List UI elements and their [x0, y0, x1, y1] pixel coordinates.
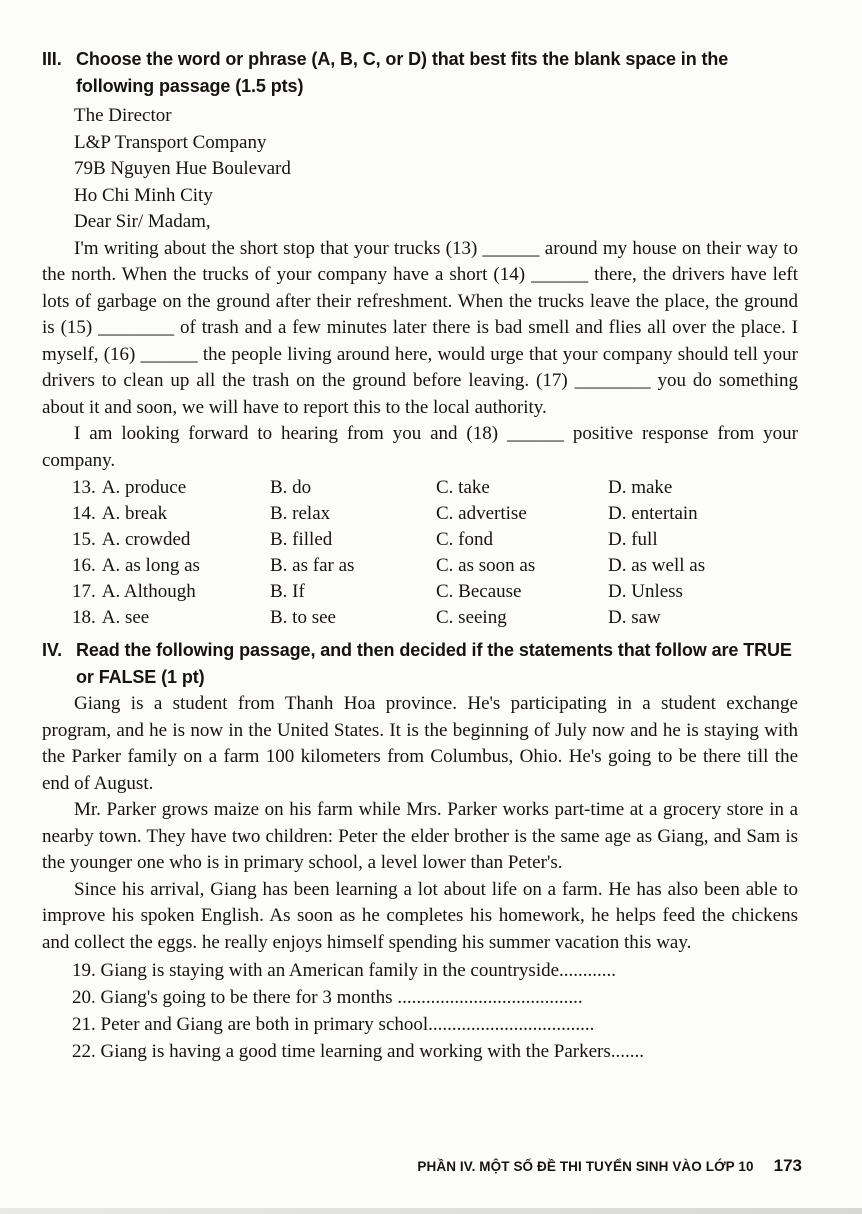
option-c: C. advertise [436, 503, 527, 524]
question-number: 14. [72, 503, 96, 524]
statement-item: 20. Giang's going to be there for 3 months ....................................... [72, 987, 583, 1008]
letter-line: The Director [74, 105, 172, 126]
option-a [72, 527, 270, 553]
options-row [72, 579, 798, 605]
option-a [72, 475, 270, 501]
section4-heading [42, 637, 798, 691]
option-d: D. saw [608, 607, 661, 628]
letter-line: Ho Chi Minh City [74, 184, 213, 206]
option-c: C. as soon as [436, 555, 536, 576]
option-a-label: A. break [101, 503, 168, 524]
option-b: B. to see [270, 607, 336, 628]
question-number: 13. [72, 477, 96, 498]
statement-item: 22. Giang is having a good time learning and working with the Parkers....... [72, 1041, 645, 1062]
letter-line: 79B Nguyen Hue Boulevard [74, 158, 291, 179]
page-footer [417, 1153, 802, 1181]
cloze-paragraph: I'm writing about the short stop that your trucks (13) ______ around my house on their way to the north. When the trucks of your company have a short (14) ______ there, the drivers have left lots of garbage on the ground after their refreshment. When the trucks leave the place, the ground is (15) ________ of trash and a few minutes later there is bad smell and flies all over the place. I myself, (16) ______ the people living around here, would urge that your company should tell your drivers to clean up all the trash on the ground before leaving. (17) ________ you do something about it and soon, we will have to report this to the local authority. [42, 237, 798, 418]
letter-line: Dear Sir/ Madam, [74, 211, 211, 232]
option-d: D. as well as [608, 555, 706, 576]
option-a-label: A. as long as [101, 555, 200, 576]
options-row [72, 527, 798, 553]
options-row [72, 605, 798, 631]
scan-edge-artifact [0, 1208, 862, 1214]
statement-item: 21. Peter and Giang are both in primary school................................... [72, 1014, 595, 1035]
section4-number: IV. [42, 640, 63, 660]
options-row [72, 501, 798, 527]
section3-number: III. [42, 49, 62, 69]
section3-heading [42, 46, 798, 100]
option-a-label: A. Although [101, 581, 196, 602]
question-number: 15. [72, 529, 96, 550]
option-a [72, 579, 270, 605]
option-a [72, 501, 270, 527]
option-d: D. make [608, 477, 673, 498]
option-b: B. If [270, 581, 305, 602]
letter-line: L&P Transport Company [74, 131, 267, 153]
letter-header [42, 103, 798, 236]
statement-item: 19. Giang is staying with an American family in the countryside............ [72, 960, 617, 981]
passage-paragraph: Since his arrival, Giang has been learning a lot about life on a farm. He has also been able to improve his spoken English. As soon as he completes his homework, he helps feed the chickens and collect the eggs. he really enjoys himself spending his summer vacation this way. [42, 878, 798, 953]
section3-title: Choose the word or phrase (A, B, C, or D) that best fits the blank space in the following passage (1.5 pts) [76, 49, 729, 96]
option-d: D. Unless [608, 581, 683, 602]
section4-title: Read the following passage, and then decided if the statements that follow are TRUE or FALSE (1 pt) [76, 640, 792, 687]
footer-section-label: PHẦN IV. MỘT SỐ ĐỀ THI TUYỂN SINH VÀO LỚP 10 [417, 1158, 754, 1174]
option-d: D. full [608, 529, 658, 550]
option-c: C. take [436, 477, 490, 498]
option-a-label: A. see [101, 607, 150, 628]
option-a-label: A. crowded [101, 529, 191, 550]
option-c: C. fond [436, 529, 493, 550]
question-number: 16. [72, 555, 96, 576]
option-b: B. filled [270, 529, 333, 550]
options-grid [42, 475, 798, 631]
option-a [72, 605, 270, 631]
option-a-label: A. produce [101, 477, 187, 498]
option-d: D. entertain [608, 503, 698, 524]
option-b: B. as far as [270, 555, 355, 576]
option-a [72, 553, 270, 579]
options-row [72, 553, 798, 579]
question-number: 18. [72, 607, 96, 628]
option-b: B. do [270, 477, 312, 498]
statements-list [42, 957, 798, 1065]
passage-paragraph: Giang is a student from Thanh Hoa province. He's participating in a student exchange program, and he is now in the United States. It is the beginning of July now and he is staying with the Parker family on a farm 100 kilometers from Columbus, Ohio. He's going to be there till the end of August. [42, 693, 798, 794]
options-row [72, 475, 798, 501]
page-number: 173 [773, 1155, 802, 1175]
question-number: 17. [72, 581, 96, 602]
option-c: C. Because [436, 581, 522, 602]
passage-paragraph: Mr. Parker grows maize on his farm while Mrs. Parker works part-time at a grocery store in a nearby town. They have two children: Peter the elder brother is the same age as Giang, and Sam is the younger one who is in primary school, a level lower than Peter's. [42, 799, 798, 873]
option-b: B. relax [270, 503, 331, 524]
cloze-paragraph: I am looking forward to hearing from you and (18) ______ positive response from your company. [42, 423, 798, 471]
option-c: C. seeing [436, 607, 507, 628]
